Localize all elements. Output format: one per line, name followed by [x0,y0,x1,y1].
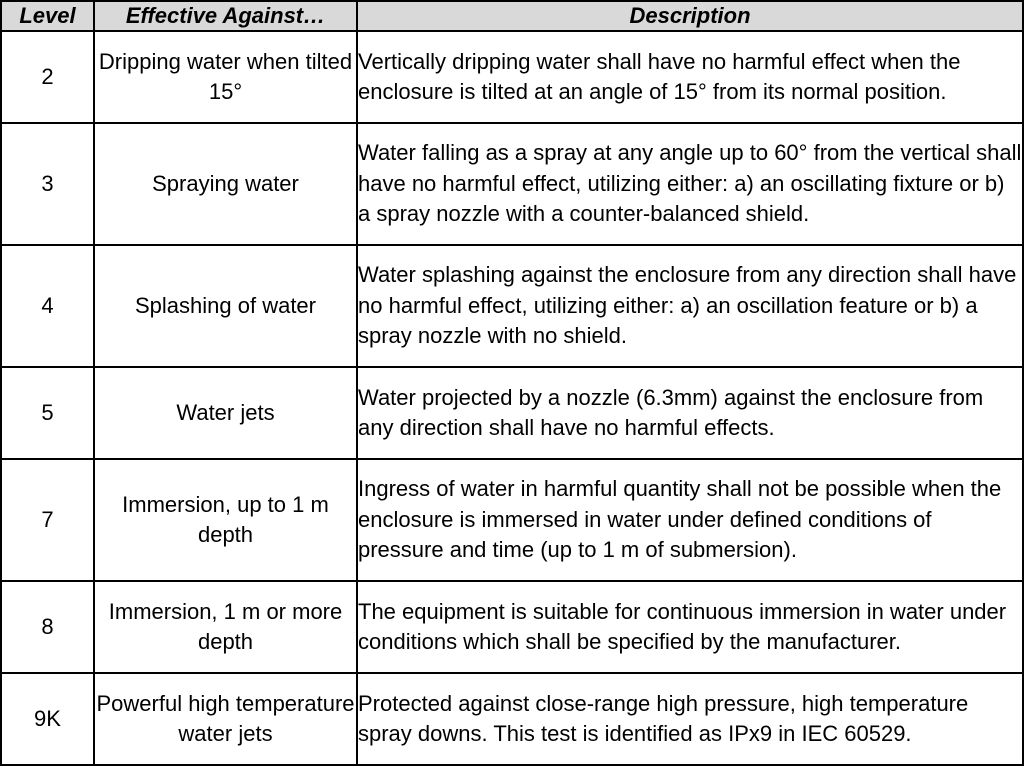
description-cell: Ingress of water in harmful quantity shall not be possible when the enclosure is immersed in water under defined conditions of pressure and time (up to 1 m of submersion). [357,459,1023,581]
table-row [1,673,1023,765]
effective-against-cell: Water jets [94,367,357,459]
header-description: Description [357,1,1023,31]
level-cell: 5 [1,367,94,459]
level-cell: 9K [1,673,94,765]
table-row [1,245,1023,367]
effective-against-cell: Immersion, 1 m or more depth [94,581,357,673]
effective-against-cell: Dripping water when tilted 15° [94,31,357,123]
header-level: Level [1,1,94,31]
description-cell: Vertically dripping water shall have no harmful effect when the enclosure is tilted at an angle of 15° from its normal position. [357,31,1023,123]
table-row [1,459,1023,581]
table-row [1,367,1023,459]
description-cell: Protected against close-range high pressure, high temperature spray downs. This test is identified as IPx9 in IEC 60529. [357,673,1023,765]
level-cell: 3 [1,123,94,245]
description-cell: Water falling as a spray at any angle up to 60° from the vertical shall have no harmful effect, utilizing either: a) an oscillating fixture or b) a spray nozzle with a counter-balanced shield. [357,123,1023,245]
effective-against-cell: Immersion, up to 1 m depth [94,459,357,581]
table-row [1,123,1023,245]
level-cell: 2 [1,31,94,123]
level-cell: 7 [1,459,94,581]
description-cell: Water splashing against the enclosure from any direction shall have no harmful effect, utilizing either: a) an oscillation feature or b) a spray nozzle with no shield. [357,245,1023,367]
level-cell: 4 [1,245,94,367]
table-row [1,581,1023,673]
header-row [1,1,1023,31]
effective-against-cell: Spraying water [94,123,357,245]
level-cell: 8 [1,581,94,673]
description-cell: The equipment is suitable for continuous immersion in water under conditions which shall be specified by the manufacturer. [357,581,1023,673]
effective-against-cell: Splashing of water [94,245,357,367]
description-cell: Water projected by a nozzle (6.3mm) against the enclosure from any direction shall have no harmful effects. [357,367,1023,459]
header-effective-against: Effective Against… [94,1,357,31]
table-row [1,31,1023,123]
effective-against-cell: Powerful high temperature water jets [94,673,357,765]
